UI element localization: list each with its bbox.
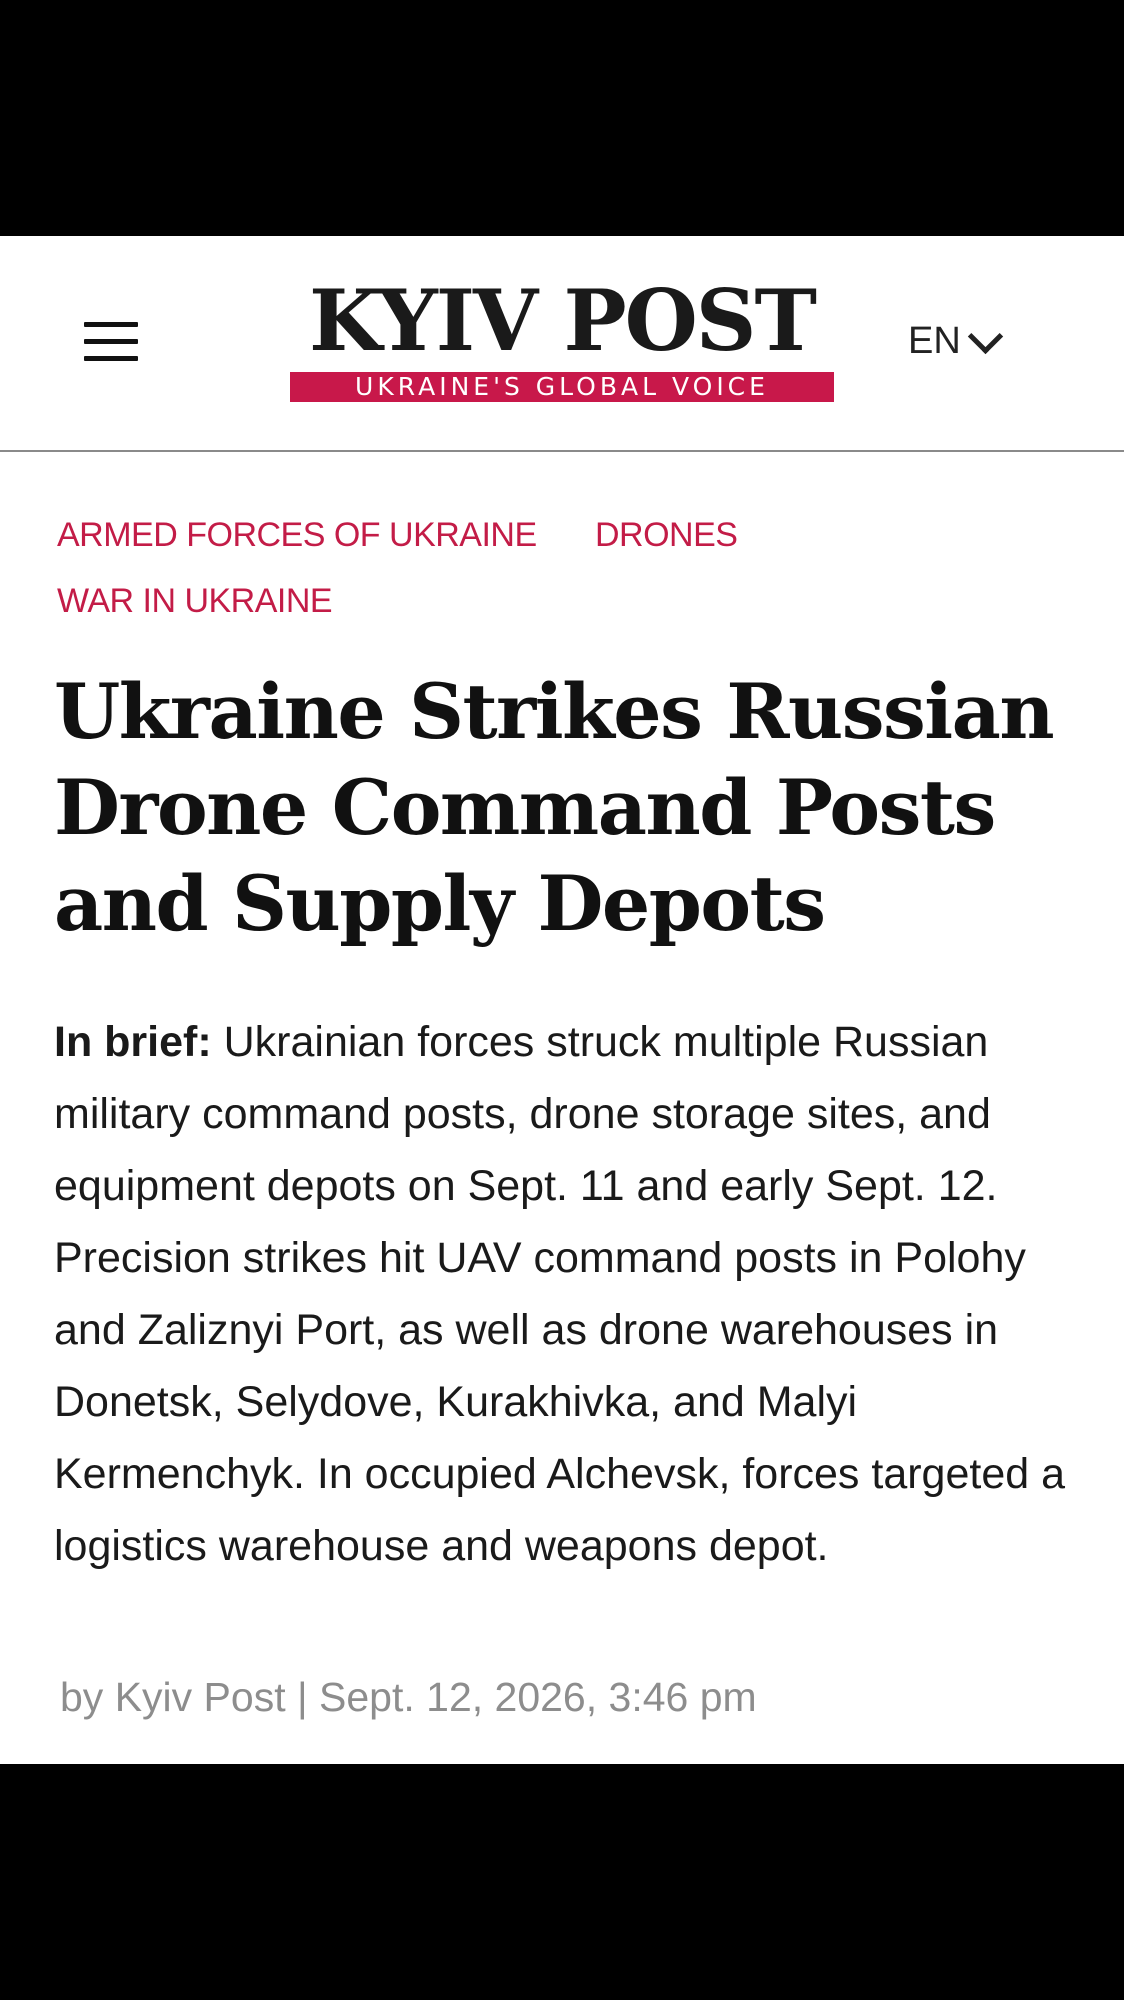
language-selector[interactable] bbox=[908, 316, 998, 366]
hamburger-menu-icon[interactable] bbox=[84, 322, 138, 362]
logo-tagline: UKRAINE'S GLOBAL VOICE bbox=[290, 372, 834, 402]
logo-title: KYIV POST bbox=[309, 271, 815, 370]
tag-armed-forces-of-ukraine[interactable]: ARMED FORCES OF UKRAINE bbox=[57, 516, 537, 554]
chevron-down-icon bbox=[968, 318, 1003, 353]
site-header bbox=[0, 236, 1124, 452]
brief-text: Ukrainian forces struck multiple Russian military command posts, drone storage sites, and equipment depots on Sept. 11 and early Sept. 12. Precision strikes hit UAV command posts in Polohy and Zaliznyi Port, as well as drone warehouses in Donetsk, Selydove, Kurakhivka, and Malyi Kermenchyk. In occupied Alchevsk, forces targeted a logistics warehouse and weapons depot. bbox=[54, 1018, 1066, 1570]
tag-drones[interactable]: DRONES bbox=[595, 516, 738, 554]
tag-war-in-ukraine[interactable]: WAR IN UKRAINE bbox=[57, 582, 333, 620]
language-label: EN bbox=[908, 319, 961, 362]
article-headline: Ukraine Strikes Russian Drone Command Posts and Supply Depots bbox=[54, 667, 1054, 948]
article-screen bbox=[0, 236, 1124, 1764]
kyiv-post-logo[interactable] bbox=[290, 271, 834, 402]
article-byline: by Kyiv Post | Sept. 12, 2026, 3:46 pm bbox=[60, 1674, 757, 1720]
article-brief bbox=[54, 1006, 1084, 1582]
brief-label: In brief: bbox=[54, 1018, 212, 1066]
